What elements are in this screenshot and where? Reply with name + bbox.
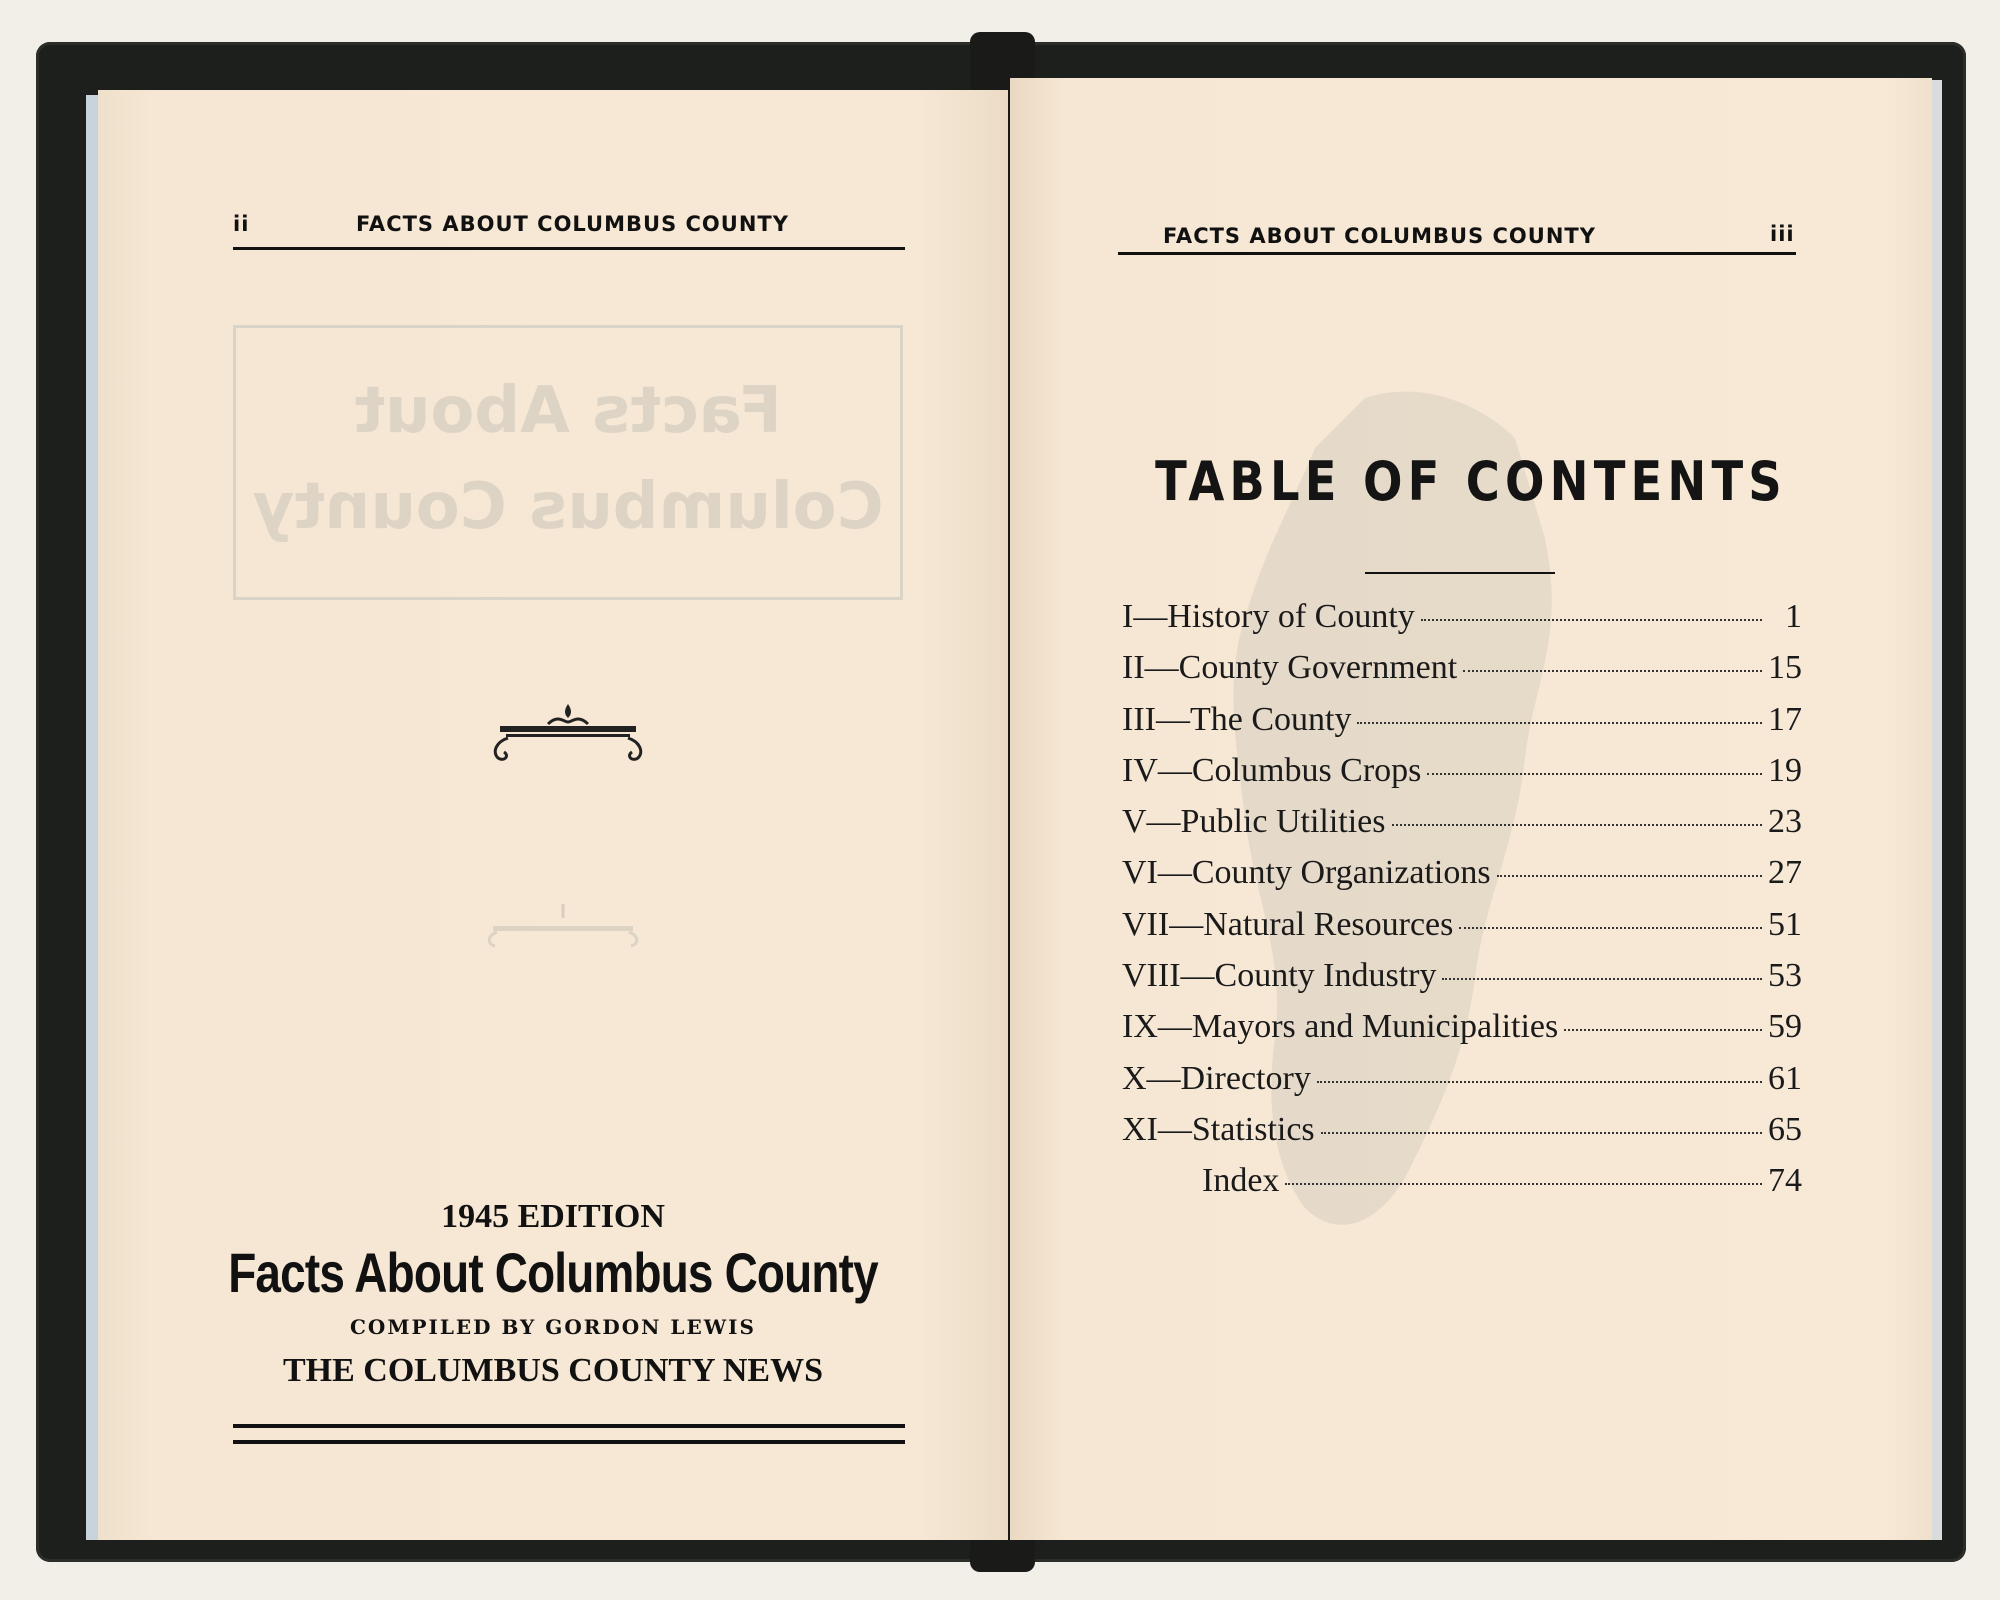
toc-entry-label: II—County Government [1122,649,1458,687]
toc-leader-dots [1357,722,1762,724]
toc-entry-page: 53 [1768,957,1802,995]
toc-entry-page: 65 [1768,1110,1802,1148]
imprint-rule-top [233,1424,905,1428]
toc-entry-page: 59 [1768,1008,1802,1046]
toc-entry [1122,1162,1802,1213]
toc-entry-page: 15 [1768,649,1802,687]
toc-entry-page: 17 [1768,700,1802,738]
bleed-through-line-1: Facts About [354,374,782,448]
toc-entry-label: XI—Statistics [1122,1110,1315,1148]
right-head-rule [1118,252,1796,255]
toc-entry-label: V—Public Utilities [1122,803,1386,841]
toc-entry [1122,598,1802,649]
toc-leader-dots [1317,1081,1762,1083]
toc-entry-label: IX—Mayors and Municipalities [1122,1008,1559,1046]
toc-entry-page: 23 [1768,803,1802,841]
toc-entry-page: 27 [1768,854,1802,892]
toc-entry-label: X—Directory [1122,1059,1311,1097]
toc-entry-label: VII—Natural Resources [1122,905,1454,943]
toc-entry [1122,752,1802,803]
bleed-through-line-2: Columbus County [252,470,884,544]
toc-entry-label: Index [1202,1162,1280,1200]
toc-leader-dots [1497,875,1762,877]
book-title: Facts About Columbus County [228,1241,878,1304]
toc-entry [1122,649,1802,700]
toc-entry-page: 1 [1785,598,1802,635]
right-page [1010,78,1932,1540]
bleed-through-text [233,325,903,600]
toc-entry [1122,1060,1802,1111]
toc-leader-dots [1285,1183,1762,1185]
toc-entry [1122,1008,1802,1059]
left-page [98,90,1008,1540]
toc-leader-dots [1463,670,1762,672]
toc-entry-label: IV—Columbus Crops [1122,751,1422,789]
toc-entry-page: 51 [1768,905,1802,943]
toc-entry-page: 61 [1768,1059,1802,1097]
scroll-ornament-icon [488,700,648,770]
toc-leader-dots [1427,773,1762,775]
table-of-contents [1122,598,1802,1214]
toc-entry-page: 19 [1768,751,1802,789]
toc-entry-label: VIII—County Industry [1122,957,1437,995]
toc-entry [1122,1111,1802,1162]
toc-leader-dots [1421,619,1762,621]
toc-entry [1122,701,1802,752]
right-running-head: FACTS ABOUT COLUMBUS COUNTY [1163,224,1596,248]
toc-entry-page: 74 [1768,1162,1802,1200]
left-running-head: FACTS ABOUT COLUMBUS COUNTY [356,212,789,236]
toc-heading: TABLE OF CONTENTS [1155,450,1787,513]
imprint-rule-bottom [233,1440,905,1444]
toc-leader-dots [1459,927,1762,929]
toc-entry [1122,906,1802,957]
toc-leader-dots [1564,1029,1762,1031]
toc-entry-label: III—The County [1122,700,1352,738]
toc-entry [1122,854,1802,905]
right-page-number: iii [1770,222,1795,246]
compiled-by: COMPILED BY GORDON LEWIS [350,1315,756,1339]
toc-leader-dots [1442,978,1762,980]
edition-line: 1945 EDITION [441,1198,665,1235]
toc-entry-label: VI—County Organizations [1122,854,1491,892]
toc-leader-dots [1392,824,1763,826]
toc-entry-label: I—History of County [1122,598,1415,635]
toc-heading-rule [1365,572,1555,574]
toc-leader-dots [1321,1132,1762,1134]
left-head-rule [233,247,905,250]
toc-entry [1122,803,1802,854]
left-page-number: ii [233,212,250,236]
faint-ornament-icon [483,900,643,950]
publisher: THE COLUMBUS COUNTY NEWS [283,1352,823,1389]
toc-entry [1122,957,1802,1008]
